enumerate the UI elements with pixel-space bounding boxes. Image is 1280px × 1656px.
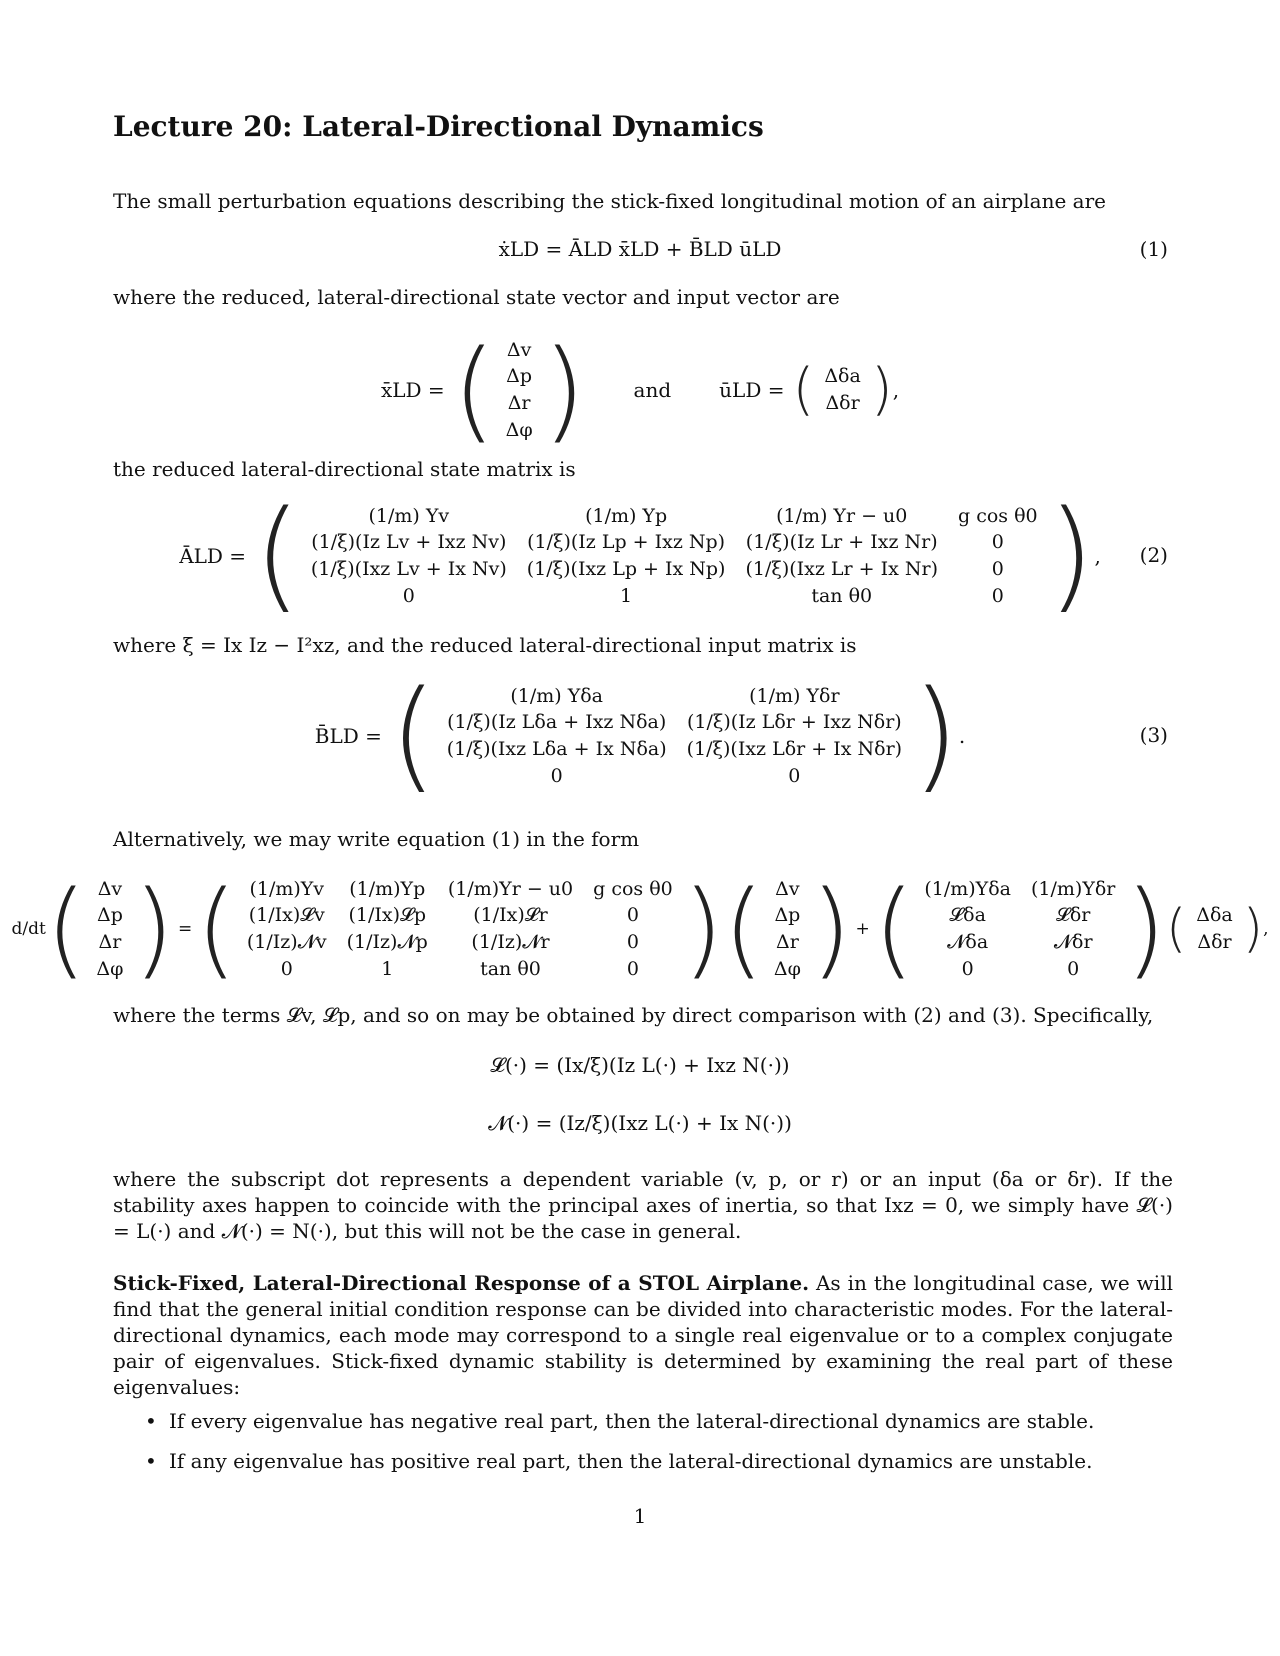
page-number: 1 <box>633 1504 647 1528</box>
M-cell: (1/m)Yp <box>349 877 426 900</box>
x-vec-entry: Δv <box>506 338 532 361</box>
M-cell: (1/Iz)𝓝v <box>246 931 327 953</box>
A-cell: 0 <box>402 584 415 607</box>
N-cell: (1/m)Yδr <box>1030 877 1116 900</box>
u-vector <box>814 363 871 416</box>
N-cell: 𝓛δa <box>949 904 986 927</box>
B-matrix-lhs: B̄LD = <box>314 724 382 748</box>
A-cell: (1/ξ)(Iz Lp + Ixz Np) <box>527 531 726 554</box>
rhs-input-entry: Δδa <box>1196 904 1233 927</box>
left-paren: ( <box>254 486 301 625</box>
M-cell: (1/Ix)𝓛p <box>348 904 426 927</box>
B-cell: 0 <box>788 764 801 787</box>
N-cell: 0 <box>1067 957 1080 980</box>
x-vector-lhs: x̄LD = <box>380 378 445 402</box>
rhs-vec-entry: Δp <box>774 904 801 927</box>
M-cell: (1/Iz)𝓝p <box>346 931 428 953</box>
rhs-input-vector <box>1186 902 1243 955</box>
A-cell: 0 <box>991 558 1004 580</box>
lhs-vec-entry: Δr <box>98 931 122 953</box>
A-cell: (1/m) Yr − u0 <box>776 504 908 527</box>
u-vec-entry: Δδa <box>824 365 861 388</box>
A-cell: tan θ0 <box>811 584 873 607</box>
right-paren: ) <box>542 326 586 454</box>
alternative-form-text: Alternatively, we may write equation (1) in the form <box>113 827 640 851</box>
right-paren: ) <box>1047 486 1095 625</box>
bullet-item: • If every eigenvalue has negative real part, then the lateral-directional dynamics are stable. <box>145 1408 1175 1434</box>
definition-L: 𝓛(·) = (Ix/ξ)(Iz L(·) + Ixz N(·)) <box>490 1053 790 1077</box>
A-matrix <box>301 503 1048 610</box>
N-cell: 0 <box>961 957 974 980</box>
M-cell: 0 <box>280 957 293 980</box>
alternative-form-equation: d/dt ( Δv Δp Δr Δφ ) = ( (1/m)Yv (1/m)Yp (1/m)Yr − u0 g cos θ0 (1/Ix)𝓛v (1/Ix)𝓛p (1/Ix)𝓛r 0 (1/Iz)𝓝v (1/Iz)𝓝p (1/Iz)𝓝r 0 0 1 tan θ0 0 ) ( Δv Δp Δr Δφ ) + ( (1/m)Yδa (1/m)Yδr 𝓛δa 𝓛δr 𝓝δa 𝓝δr 0 0 ) ( Δδa Δδr ) , <box>11 868 1269 990</box>
x-vec-entry: Δr <box>507 392 531 414</box>
right-paren: ) <box>912 666 959 805</box>
x-vec-entry: Δp <box>506 365 533 388</box>
M-cell: 0 <box>626 931 639 953</box>
M-cell: 0 <box>626 904 639 927</box>
A-cell: 0 <box>991 531 1004 554</box>
A-cell: 0 <box>991 584 1004 607</box>
stol-body: As in the longitudinal case, we will find that the general initial condition response can be divided into characteristic modes. For the lateral-directional dynamics, each mode may correspond to a single real eigenvalue or to a complex conjugate pair of eigenvalues. Stick-fixed dynamic stability is determined by examining the real part of these eigenvalues: <box>113 1271 1173 1399</box>
bullet-item: • If any eigenvalue has positive real part, then the lateral-directional dynamics are unstable. <box>145 1448 1175 1474</box>
stol-paragraph <box>113 1270 1173 1400</box>
dimensional-input-matrix <box>914 876 1125 983</box>
B-cell: (1/ξ)(Ixz Lδr + Ix Nδr) <box>686 738 903 760</box>
x-vec-entry: Δφ <box>505 418 533 441</box>
left-paren: ( <box>389 666 437 805</box>
B-cell: 0 <box>550 764 563 787</box>
B-cell: (1/ξ)(Ixz Lδa + Ix Nδa) <box>446 738 667 760</box>
M-cell: (1/Ix)𝓛v <box>248 904 325 927</box>
equation-1: ẋLD = ĀLD x̄LD + B̄LD ūLD <box>498 237 782 261</box>
state-matrix-text: the reduced lateral-directional state matrix is <box>113 457 576 481</box>
B-cell: (1/ξ)(Iz Lδa + Ixz Nδa) <box>447 711 667 734</box>
M-cell: (1/Iz)𝓝r <box>471 931 550 953</box>
N-cell: 𝓛δr <box>1056 904 1091 927</box>
equation-2-label: (2) <box>1139 543 1168 567</box>
B-cell: (1/m) Yδr <box>749 684 840 707</box>
rhs-vec-entry: Δr <box>776 931 799 953</box>
B-matrix-equation: B̄LD = ( (1/m) Yδa (1/m) Yδr (1/ξ)(Iz Lδa + Ixz Nδa) (1/ξ)(Iz Lδr + Ixz Nδr) (1/ξ)(Ixz Lδa + Ix Nδa) (1/ξ)(Ixz Lδr + Ix Nδr) 0 0 ) . <box>314 666 966 805</box>
A-matrix-lhs: ĀLD = <box>179 544 247 568</box>
N-cell: (1/m)Yδa <box>924 877 1011 900</box>
state-input-vectors: x̄LD = ( Δv Δp Δr Δφ ) and ūLD = ( Δδa Δδr ) , <box>380 326 900 454</box>
B-cell: (1/ξ)(Iz Lδr + Ixz Nδr) <box>686 711 902 734</box>
intro-paragraph: The small perturbation equations describing the stick-fixed longitudinal motion of an airplane are <box>113 189 1106 213</box>
B-cell: (1/m) Yδa <box>510 684 604 707</box>
M-cell: 0 <box>626 957 639 980</box>
rhs-vec-entry: Δφ <box>773 957 801 980</box>
u-vec-entry: Δδr <box>825 392 860 414</box>
lhs-vec-entry: Δφ <box>96 957 124 980</box>
page-title: Lecture 20: Lateral-Directional Dynamics <box>113 110 764 143</box>
left-paren: ( <box>792 357 815 422</box>
equation-3-label: (3) <box>1139 723 1168 747</box>
N-cell: 𝓝δr <box>1053 931 1093 953</box>
lhs-vec-entry: Δv <box>97 877 123 900</box>
subscript-paragraph: where the subscript dot represents a dependent variable (v, p, or r) or an input (δa or δr). If the stability axes happen to coincide with the principal axes of inertia, so that Ixz = 0, we simply have 𝓛(·) = L(·) and 𝓝(·) = N(·), but this will not be the case in general. <box>113 1167 1173 1243</box>
state-vector-text: where the reduced, lateral-directional state vector and input vector are <box>113 285 840 309</box>
M-cell: (1/m)Yv <box>249 877 325 900</box>
M-cell: tan θ0 <box>480 957 541 980</box>
rhs-vec-entry: Δv <box>775 877 800 900</box>
lhs-vec-entry: Δp <box>96 904 123 927</box>
M-cell: 1 <box>381 957 394 980</box>
u-vector-lhs: ūLD = <box>719 378 785 402</box>
M-cell: g cos θ0 <box>593 877 673 900</box>
ddt-operator: d/dt <box>11 918 46 939</box>
lhs-state-vector <box>86 876 133 983</box>
A-cell: (1/m) Yp <box>585 504 668 527</box>
A-cell: (1/ξ)(Ixz Lr + Ix Nr) <box>745 558 938 580</box>
xi-definition-text: where ξ = Ix Iz − I²xz, and the reduced lateral-directional input matrix is <box>113 633 857 657</box>
x-vector <box>496 337 543 444</box>
equation-1-label: (1) <box>1139 237 1168 261</box>
and-word: and <box>633 378 672 402</box>
A-matrix-equation: ĀLD = ( (1/m) Yv (1/m) Yp (1/m) Yr − u0 g cos θ0 (1/ξ)(Iz Lv + Ixz Nv) (1/ξ)(Iz Lp + Ixz Np) (1/ξ)(Iz Lr + Ixz Nr) 0 (1/ξ)(Ixz Lv + Ix Nv) (1/ξ)(Ixz Lp + Ix Np) (1/ξ)(Ixz Lr + Ix Nr) 0 0 1 tan θ0 0 ) , <box>179 486 1101 625</box>
left-paren: ( <box>452 326 496 454</box>
stability-bullets <box>145 1408 1175 1488</box>
rhs-input-entry: Δδr <box>1197 931 1232 953</box>
A-cell: (1/ξ)(Ixz Lp + Ix Np) <box>526 558 726 580</box>
A-cell: 1 <box>620 584 633 607</box>
A-cell: (1/ξ)(Iz Lv + Ixz Nv) <box>311 531 507 554</box>
N-cell: 𝓝δa <box>947 931 989 953</box>
stol-heading: Stick-Fixed, Lateral-Directional Response of a STOL Airplane. <box>113 1271 810 1295</box>
M-cell: (1/m)Yr − u0 <box>447 877 574 900</box>
dimensional-state-matrix <box>237 876 683 983</box>
A-cell: (1/ξ)(Ixz Lv + Ix Nv) <box>310 558 507 580</box>
rhs-state-vector <box>764 876 811 983</box>
definition-N: 𝓝(·) = (Iz/ξ)(Ixz L(·) + Ix N(·)) <box>488 1111 792 1135</box>
right-paren: ) <box>870 357 893 422</box>
A-cell: g cos θ0 <box>958 504 1038 527</box>
terms-text: where the terms 𝓛v, 𝓛p, and so on may be obtained by direct comparison with (2) and (3). Specifically, <box>113 1003 1154 1027</box>
A-cell: (1/ξ)(Iz Lr + Ixz Nr) <box>745 531 938 554</box>
M-cell: (1/Ix)𝓛r <box>473 904 548 927</box>
A-cell: (1/m) Yv <box>368 504 450 527</box>
B-matrix <box>437 683 912 790</box>
